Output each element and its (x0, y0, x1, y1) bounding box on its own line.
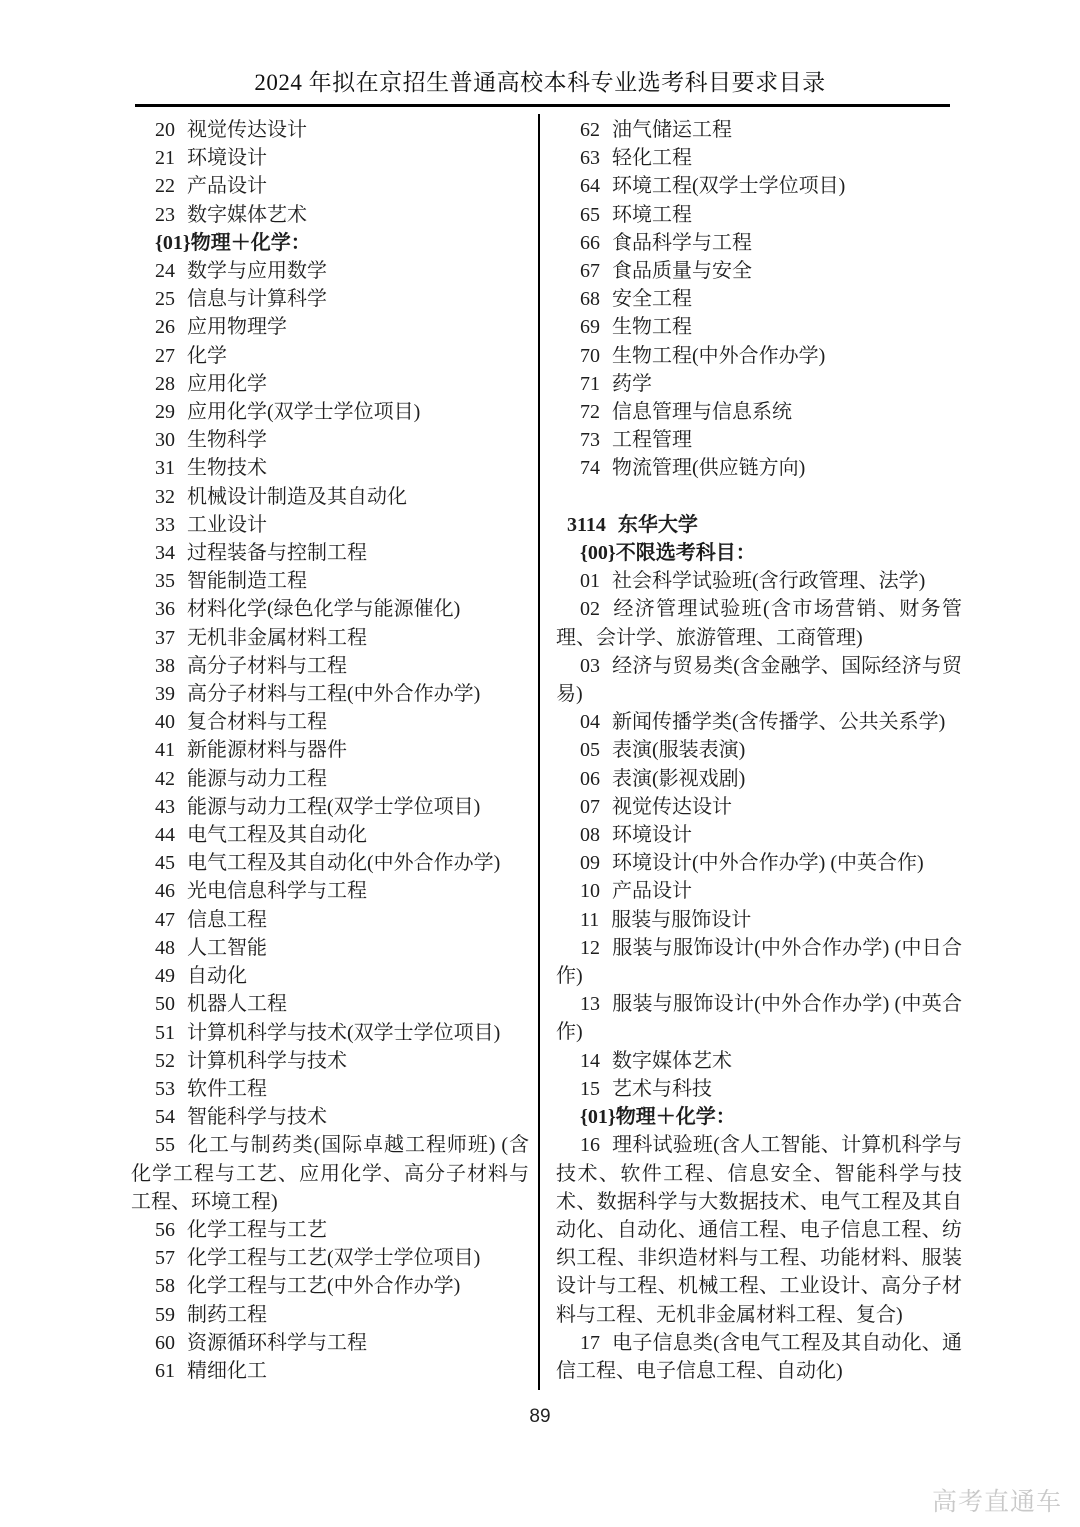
item-number: 48 (155, 936, 175, 959)
item-label: 计算机科学与技术(双学士学位项目) (187, 1021, 501, 1044)
major-list-item (131, 595, 529, 623)
major-list-item (556, 567, 962, 595)
item-number: 69 (580, 316, 600, 339)
item-number: 26 (155, 316, 175, 339)
major-list-item (131, 1019, 529, 1047)
major-list-item (131, 849, 529, 877)
major-list-item (556, 793, 962, 821)
item-number: 73 (580, 429, 600, 452)
item-label: 视觉传达设计 (612, 795, 732, 818)
item-number: 24 (155, 260, 175, 283)
major-list-item (131, 539, 529, 567)
item-label: 高分子材料与工程 (187, 654, 347, 677)
item-label: 表演(服装表演) (612, 739, 746, 762)
item-label: 环境设计 (612, 824, 692, 847)
major-list-item (556, 906, 962, 934)
item-number: 55 (155, 1134, 175, 1157)
item-label: 经济与贸易类(含金融学、国际经济与贸易) (556, 654, 962, 706)
item-number: 30 (155, 429, 175, 452)
item-number: 10 (580, 880, 600, 903)
item-number: 03 (580, 654, 600, 677)
item-label: 环境工程(双学士学位项目) (612, 175, 846, 198)
item-number: 07 (580, 795, 600, 818)
item-label: 油气储运工程 (612, 119, 732, 141)
major-list-item (556, 285, 962, 313)
item-number: 54 (155, 1106, 175, 1129)
item-label: 信息管理与信息系统 (612, 401, 792, 424)
major-list-item (131, 567, 529, 595)
major-list-item (131, 426, 529, 454)
major-list-item (131, 511, 529, 539)
item-label: 人工智能 (187, 936, 267, 959)
item-number: 27 (155, 344, 175, 367)
item-label: 服装与服饰设计(中外合作办学) (中日合作) (556, 936, 962, 988)
major-list-item (556, 652, 962, 708)
item-label: {01}物理＋化学： (580, 1106, 736, 1129)
item-label: 环境工程 (612, 203, 692, 226)
item-label: 机器人工程 (187, 993, 287, 1016)
item-number: 60 (155, 1331, 175, 1354)
item-label: 服装与服饰设计(中外合作办学) (中英合作) (556, 993, 962, 1044)
major-list-item (131, 1216, 529, 1244)
item-label: 精细化工 (187, 1359, 267, 1382)
item-label: 应用物理学 (187, 316, 287, 339)
major-list-item (131, 990, 529, 1018)
item-label: 艺术与科技 (612, 1077, 712, 1100)
item-number: 68 (580, 288, 600, 311)
major-list-item (131, 257, 529, 285)
major-list-item (556, 1047, 962, 1075)
column-divider (538, 114, 540, 1390)
item-label: 食品科学与工程 (612, 231, 752, 254)
major-list-item (131, 342, 529, 370)
major-list-item (131, 765, 529, 793)
item-label: 新能源材料与器件 (187, 739, 347, 762)
major-list-item (131, 1075, 529, 1103)
major-list-item (131, 1301, 529, 1329)
item-number: 34 (155, 542, 175, 565)
item-number: 59 (155, 1303, 175, 1326)
item-number: 42 (155, 767, 175, 790)
item-label: 理科试验班(含人工智能、计算机科学与技术、软件工程、信息安全、智能科学与技术、数据科学与大数据技术、电气工程及其自动化、自动化、通信工程、电子信息工程、纺织工程、非织造材料与工程、功能材料、服装设计与工程、机械工程、工业设计、高分子材料与工程、无机非金属材料工程、复合) (556, 1134, 962, 1326)
item-label: 化学工程与工艺(中外合作办学) (187, 1275, 461, 1298)
item-label: 电气工程及其自动化 (187, 824, 367, 847)
major-list-item (131, 1272, 529, 1300)
item-label: 社会科学试验班(含行政管理、法学) (612, 570, 926, 593)
page-number: 89 (529, 1406, 551, 1427)
item-label: 电子信息类(含电气工程及其自动化、通信工程、电子信息工程、自动化) (556, 1331, 962, 1382)
major-list-item (556, 229, 962, 257)
major-list-item (131, 1047, 529, 1075)
item-number: 45 (155, 852, 175, 875)
item-number: 38 (155, 654, 175, 677)
item-number: 3114 (567, 513, 606, 536)
major-list-item (131, 793, 529, 821)
item-label: 过程装备与控制工程 (187, 542, 367, 565)
item-label: 安全工程 (612, 288, 692, 311)
item-number: 58 (155, 1275, 175, 1298)
major-list-item (556, 1329, 962, 1385)
item-number: 71 (580, 372, 600, 395)
item-label: 工程管理 (612, 429, 692, 452)
item-number: 43 (155, 795, 175, 818)
major-list-item (131, 116, 529, 144)
right-column (556, 116, 962, 1385)
item-label: 数学与应用数学 (187, 260, 327, 283)
item-number: 47 (155, 908, 175, 931)
item-label: 产品设计 (612, 880, 692, 903)
item-number: 11 (580, 908, 600, 931)
school-heading (556, 511, 962, 539)
item-label: 智能制造工程 (187, 570, 307, 593)
item-label: 能源与动力工程 (187, 767, 327, 790)
major-list-item (556, 398, 962, 426)
item-number: 52 (155, 1049, 175, 1072)
item-label: 化工与制药类(国际卓越工程师班) (含化学工程与工艺、应用化学、高分子材料与工程、环境工程) (131, 1134, 529, 1213)
major-list-item (556, 1075, 962, 1103)
item-number: 23 (155, 203, 175, 226)
item-label: 计算机科学与技术 (187, 1049, 347, 1072)
major-list-item (556, 257, 962, 285)
item-number: 02 (580, 598, 600, 621)
item-number: 13 (580, 993, 600, 1016)
item-label: 生物工程 (612, 316, 692, 339)
major-list-item (131, 934, 529, 962)
major-list-item (556, 144, 962, 172)
item-label: 能源与动力工程(双学士学位项目) (187, 795, 481, 818)
header-rule (135, 104, 950, 107)
item-label: 智能科学与技术 (187, 1106, 327, 1129)
item-number: 61 (155, 1359, 175, 1382)
item-number: 62 (580, 119, 600, 141)
major-list-item (131, 708, 529, 736)
major-list-item (556, 849, 962, 877)
item-number: 09 (580, 852, 600, 875)
major-list-item (556, 595, 962, 651)
item-number: 14 (580, 1049, 600, 1072)
major-list-item (556, 426, 962, 454)
major-list-item (131, 483, 529, 511)
item-label: 数字媒体艺术 (187, 203, 307, 226)
item-number: 35 (155, 570, 175, 593)
subject-group-heading (556, 1103, 962, 1131)
major-list-item (131, 1244, 529, 1272)
item-number: 66 (580, 231, 600, 254)
item-number: 17 (580, 1331, 600, 1354)
major-list-item (131, 1103, 529, 1131)
item-number: 04 (580, 711, 600, 734)
item-number: 40 (155, 711, 175, 734)
major-list-item (556, 821, 962, 849)
item-number: 36 (155, 598, 175, 621)
major-list-item (556, 934, 962, 990)
major-list-item (131, 821, 529, 849)
item-label: 服装与服饰设计 (611, 908, 752, 931)
item-number: 51 (155, 1021, 175, 1044)
item-number: 16 (580, 1134, 600, 1157)
item-label: 生物科学 (187, 429, 267, 452)
item-label: 工业设计 (187, 513, 267, 536)
major-list-item (556, 877, 962, 905)
major-list-item (556, 454, 962, 482)
item-number: 05 (580, 739, 600, 762)
item-number: 25 (155, 288, 175, 311)
item-label: 资源循环科学与工程 (187, 1331, 367, 1354)
item-label: 环境设计(中外合作办学) (中英合作) (612, 852, 924, 875)
major-list-item (556, 370, 962, 398)
item-label: 环境设计 (187, 147, 267, 170)
left-column (131, 116, 529, 1385)
major-list-item (556, 708, 962, 736)
major-list-item (131, 736, 529, 764)
item-number: 74 (580, 457, 600, 480)
item-number: 12 (580, 936, 600, 959)
item-number: 46 (155, 880, 175, 903)
item-label: {01}物理＋化学： (155, 231, 311, 254)
item-label: 轻化工程 (612, 147, 692, 170)
item-label: 化学工程与工艺(双学士学位项目) (187, 1247, 481, 1270)
item-number: 15 (580, 1077, 600, 1100)
major-list-item (131, 201, 529, 229)
major-list-item (556, 313, 962, 341)
major-list-item (131, 398, 529, 426)
item-number: 65 (580, 203, 600, 226)
item-label: 机械设计制造及其自动化 (187, 485, 407, 508)
major-list-item (556, 172, 962, 200)
major-list-item (556, 736, 962, 764)
item-number: 49 (155, 965, 175, 988)
major-list-item (131, 906, 529, 934)
item-label: {00}不限选考科目： (580, 542, 756, 565)
item-label: 应用化学 (187, 372, 267, 395)
item-label: 物流管理(供应链方向) (612, 457, 806, 480)
item-number: 41 (155, 739, 175, 762)
item-number: 32 (155, 485, 175, 508)
major-list-item (131, 172, 529, 200)
item-number: 67 (580, 260, 600, 283)
item-number: 70 (580, 344, 600, 367)
item-number: 20 (155, 119, 175, 141)
item-number: 22 (155, 175, 175, 198)
major-list-item (556, 1131, 962, 1328)
major-list-item (131, 1329, 529, 1357)
item-number: 44 (155, 824, 175, 847)
major-list-item (556, 116, 962, 144)
item-number: 39 (155, 683, 175, 706)
item-label: 东华大学 (617, 513, 698, 536)
item-number: 28 (155, 372, 175, 395)
item-label: 应用化学(双学士学位项目) (187, 401, 421, 424)
item-label: 化学 (187, 344, 227, 367)
watermark: 高考直通车 (931, 1488, 1062, 1516)
item-label: 食品质量与安全 (612, 260, 752, 283)
item-label: 视觉传达设计 (187, 119, 307, 141)
item-label: 无机非金属材料工程 (187, 626, 367, 649)
item-number: 64 (580, 175, 600, 198)
item-label: 自动化 (187, 965, 247, 988)
item-label: 生物技术 (187, 457, 267, 480)
item-label: 化学工程与工艺 (187, 1218, 327, 1241)
major-list-item (556, 765, 962, 793)
major-list-item (556, 342, 962, 370)
item-label: 制药工程 (187, 1303, 267, 1326)
item-number: 63 (580, 147, 600, 170)
item-number: 29 (155, 401, 175, 424)
item-label: 光电信息科学与工程 (187, 880, 367, 903)
item-label: 复合材料与工程 (187, 711, 327, 734)
page-title: 2024 年拟在京招生普通高校本科专业选考科目要求目录 (254, 70, 826, 95)
item-number: 33 (155, 513, 175, 536)
item-number: 06 (580, 767, 600, 790)
subject-group-heading (131, 229, 529, 257)
major-list-item (131, 144, 529, 172)
item-label: 数字媒体艺术 (612, 1049, 732, 1072)
item-number: 01 (580, 570, 600, 593)
item-number: 37 (155, 626, 175, 649)
item-number: 72 (580, 401, 600, 424)
major-list-item (131, 1357, 529, 1385)
major-list-item (556, 990, 962, 1046)
item-label: 药学 (612, 372, 652, 395)
item-label: 电气工程及其自动化(中外合作办学) (187, 852, 501, 875)
item-label: 高分子材料与工程(中外合作办学) (187, 683, 481, 706)
item-number: 53 (155, 1077, 175, 1100)
subject-group-heading (556, 539, 962, 567)
item-number: 56 (155, 1218, 175, 1241)
major-list-item (131, 313, 529, 341)
item-label: 信息工程 (187, 908, 267, 931)
item-label: 新闻传播学类(含传播学、公共关系学) (612, 711, 946, 734)
item-label: 材料化学(绿色化学与能源催化) (187, 598, 461, 621)
major-list-item (131, 285, 529, 313)
item-label: 经济管理试验班(含市场营销、财务管理、会计学、旅游管理、工商管理) (556, 598, 962, 649)
major-list-item (131, 962, 529, 990)
major-list-item (556, 201, 962, 229)
item-label: 产品设计 (187, 175, 267, 198)
major-list-item (131, 454, 529, 482)
item-number: 50 (155, 993, 175, 1016)
major-list-item (131, 680, 529, 708)
major-list-item (131, 877, 529, 905)
major-list-item (131, 370, 529, 398)
blank-line (556, 483, 962, 511)
major-list-item (131, 652, 529, 680)
item-label: 信息与计算科学 (187, 288, 327, 311)
item-number: 08 (580, 824, 600, 847)
item-number: 31 (155, 457, 175, 480)
item-label: 生物工程(中外合作办学) (612, 344, 826, 367)
item-number: 21 (155, 147, 175, 170)
item-number: 57 (155, 1247, 175, 1270)
major-list-item (131, 624, 529, 652)
item-label: 软件工程 (187, 1077, 267, 1100)
item-label: 表演(影视戏剧) (612, 767, 746, 790)
major-list-item (131, 1131, 529, 1216)
